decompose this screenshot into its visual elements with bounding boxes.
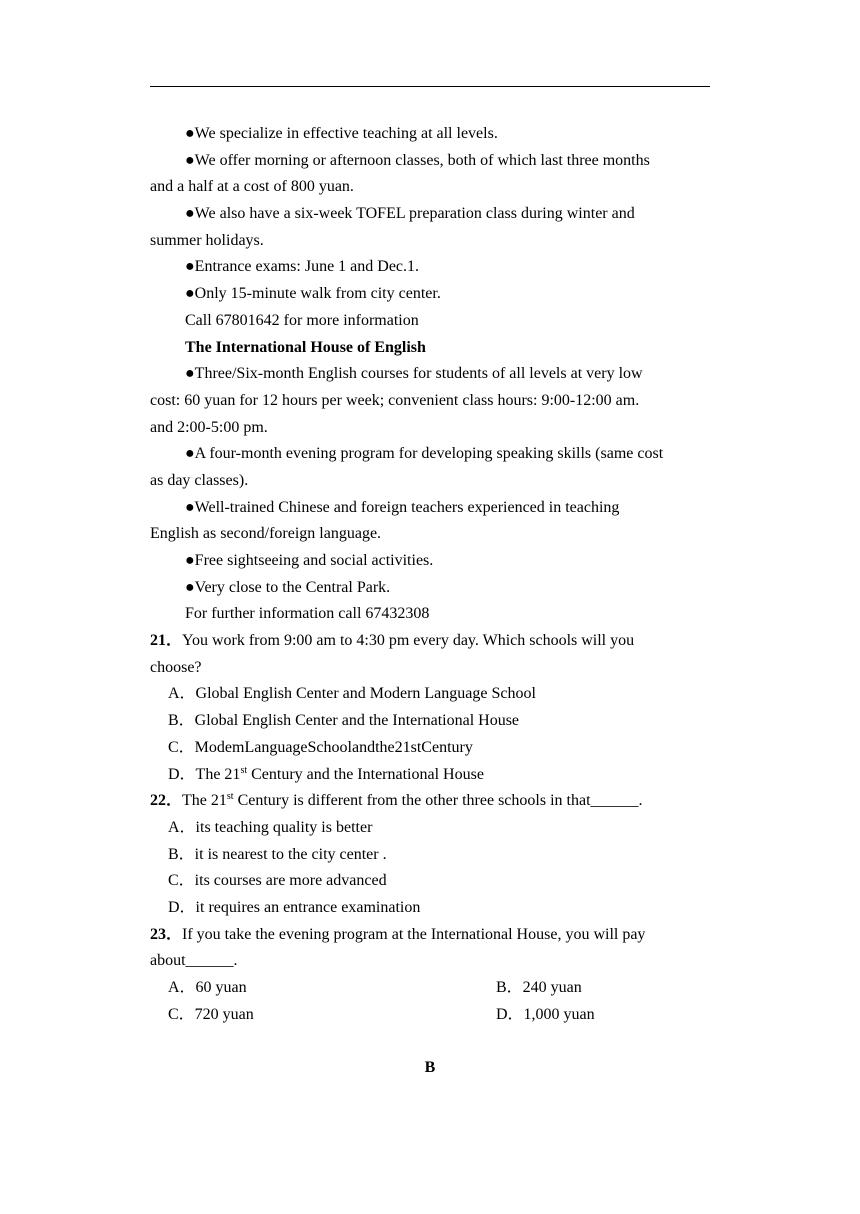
ad2-bullet-2-line-1: ●A four-month evening program for developing speaking skills (same cost [185, 445, 664, 463]
question-22-option-b: B．it is nearest to the city center . [168, 845, 387, 863]
question-23-text: If you take the evening program at the International House, you will pay [182, 925, 646, 943]
ad2-bullet-4: ●Free sightseeing and social activities. [185, 552, 434, 569]
ad1-bullet-4: ●Entrance exams: June 1 and Dec.1. [185, 258, 420, 276]
question-21-option-a: A．Global English Center and Modern Language School [168, 685, 536, 703]
ad2-bullet-5: ●Very close to the Central Park. [185, 578, 391, 596]
ad2-bullet-3-line-1: ●Well-trained Chinese and foreign teachers experienced in teaching [185, 498, 620, 516]
question-22-superscript: st [226, 791, 234, 803]
ad1-bullet-3-line-2: summer holidays. [150, 231, 264, 249]
question-23-option-d: D．1,000 yuan [496, 1005, 595, 1023]
section-heading-b: B [424, 1059, 436, 1076]
question-23-option-c: C．720 yuan [168, 1005, 254, 1023]
ad2-bullet-1-line-2: cost: 60 yuan for 12 hours per week; convenient class hours: 9:00-12:00 am. [150, 391, 640, 409]
question-21-option-b: B．Global English Center and the International House [168, 712, 520, 730]
ad1-contact: Call 67801642 for more information [185, 311, 419, 329]
ad2-title: The International House of English [185, 338, 426, 356]
ad1-bullet-2-line-1: ●We offer morning or afternoon classes, both of which last three months [185, 151, 650, 169]
question-23-stem [150, 922, 710, 949]
option-d-text-post: Century and the International House [247, 765, 484, 783]
option-d-superscript: st [240, 764, 248, 776]
question-21-option-d [150, 762, 710, 789]
question-22-text-pre: The 21 [182, 792, 227, 810]
ad1-bullet-3-line-1: ●We also have a six-week TOFEL preparation class during winter and [185, 205, 635, 223]
question-23-options-row-1 [150, 975, 710, 1002]
document-body [150, 121, 710, 1028]
question-23-stem-cont: about______. [150, 952, 238, 970]
question-21-option-c: C．ModemLanguageSchoolandthe21stCentury [168, 738, 473, 756]
option-d-text-pre: D．The 21 [168, 765, 241, 783]
ad2-bullet-2-line-2: as day classes). [150, 471, 249, 489]
question-23-number: 23． [150, 925, 183, 943]
question-23-option-b: B．240 yuan [496, 979, 582, 996]
question-22-number: 22． [150, 792, 183, 810]
question-22-option-c: C．its courses are more advanced [168, 872, 387, 890]
ad2-bullet-3-line-2: English as second/foreign language. [150, 525, 382, 543]
ad2-bullet-1-line-1: ●Three/Six-month English courses for students of all levels at very low [185, 365, 643, 383]
question-23-option-a: A．60 yuan [168, 979, 247, 996]
question-22-option-a: A．its teaching quality is better [168, 818, 373, 836]
question-21-text: You work from 9:00 am to 4:30 pm every day. Which schools will you [182, 632, 635, 650]
ad1-bullet-1: ●We specialize in effective teaching at all levels. [185, 125, 498, 142]
question-23-options-row-2 [150, 1002, 710, 1029]
ad2-bullet-1-line-3: and 2:00-5:00 pm. [150, 418, 268, 436]
question-22-option-d: D．it requires an entrance examination [168, 898, 421, 916]
question-22-stem [150, 788, 710, 815]
question-22-text-post: Century is different from the other three schools in that______. [233, 792, 643, 810]
ad1-bullet-2-line-2: and a half at a cost of 800 yuan. [150, 178, 354, 196]
question-21-number: 21． [150, 632, 183, 650]
header-rule [150, 86, 710, 87]
question-21-stem [150, 628, 710, 655]
ad1-bullet-5: ●Only 15-minute walk from city center. [185, 285, 441, 303]
question-21-stem-cont: choose? [150, 658, 202, 676]
ad2-contact: For further information call 67432308 [185, 605, 430, 623]
